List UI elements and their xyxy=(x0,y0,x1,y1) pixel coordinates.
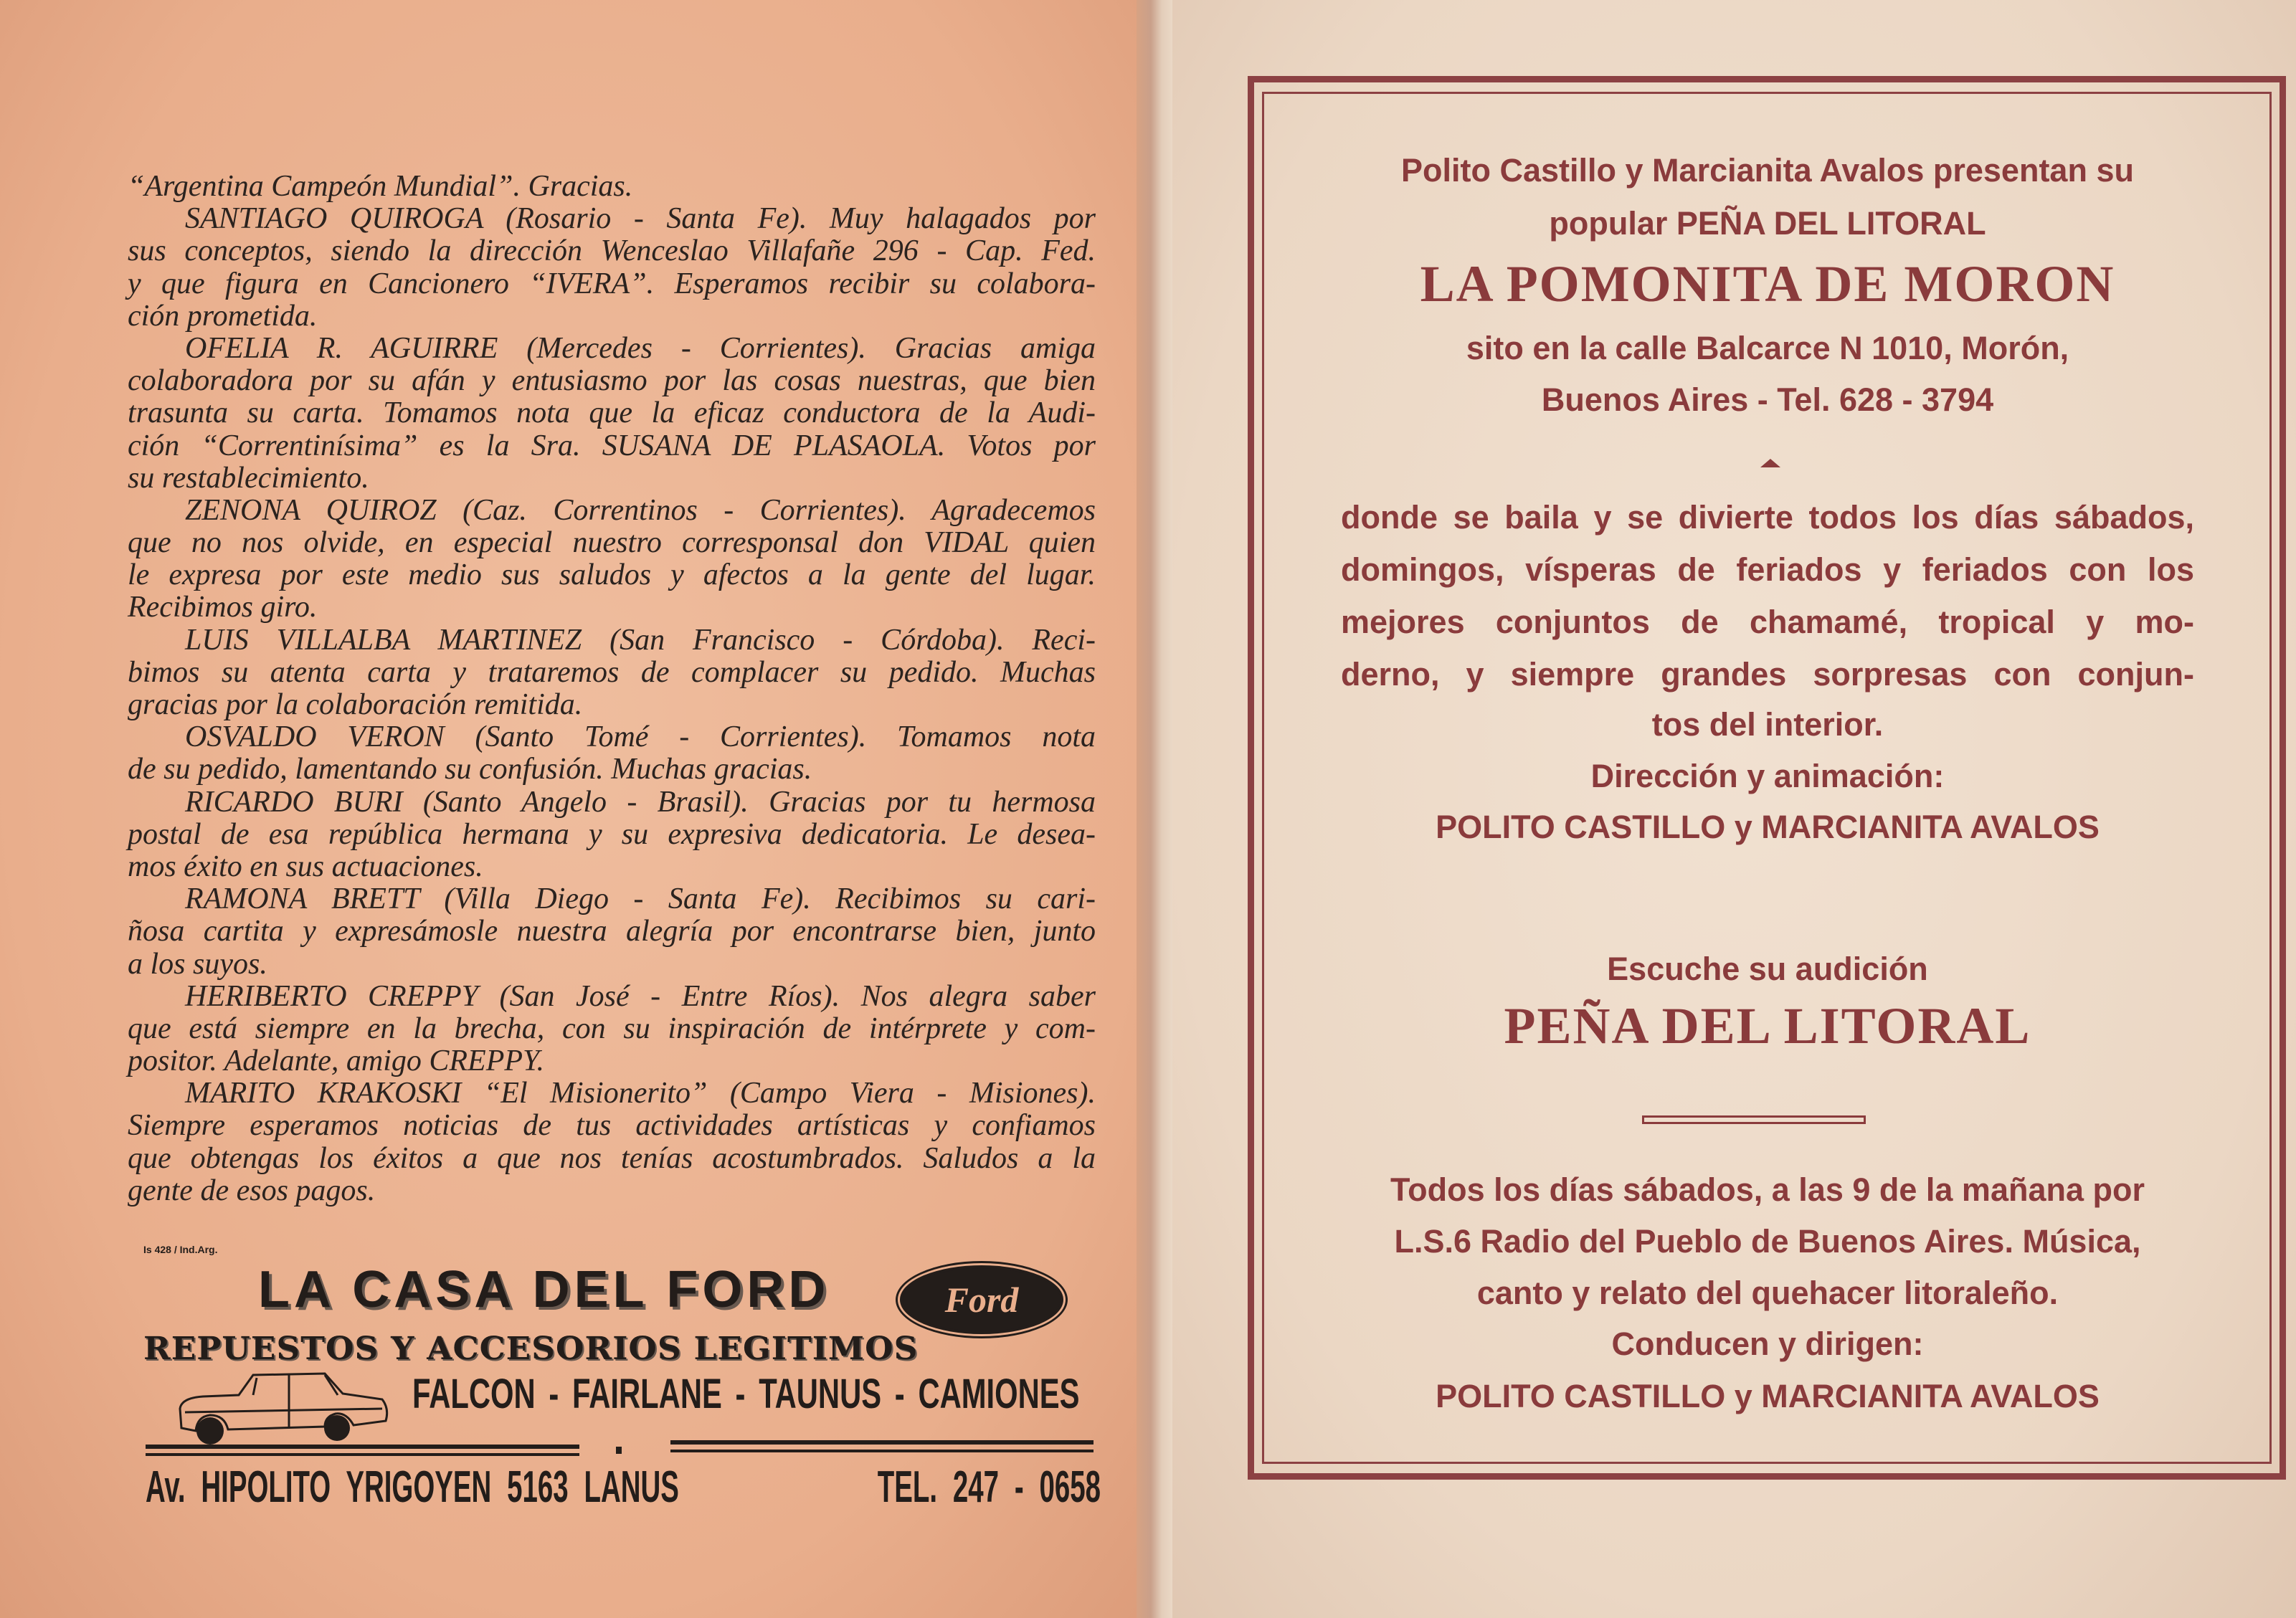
letter-text-line: gente de esos pagos. xyxy=(128,1174,376,1207)
ad-rule xyxy=(670,1450,1094,1452)
radio-intro: Escuche su audición xyxy=(1607,951,1928,987)
ad-rule xyxy=(146,1445,579,1449)
letter-text-line: ñosa cartita y expresámosle nuestra alegría por encontrarse bien, junto xyxy=(128,915,1096,948)
direction-label: Dirección y animación: xyxy=(1590,758,1945,794)
car-illustration xyxy=(174,1369,389,1448)
direction-names: POLITO CASTILLO y MARCIANITA AVALOS xyxy=(1436,809,2100,845)
letter-text-line: su restablecimiento. xyxy=(128,461,369,495)
letter-text-line: que obtengas los éxitos a que nos tenías acostumbrados. Saludos a la xyxy=(128,1141,1096,1175)
ad-rule xyxy=(146,1453,579,1456)
ad-address: Av. HIPOLITO YRIGOYEN 5163 LANUS xyxy=(146,1462,679,1512)
letter-text-line: a los suyos. xyxy=(128,947,267,981)
radio-line: canto y relato del quehacer litoraleño. xyxy=(1476,1275,2059,1311)
body-line: donde se baila y se divierte todos los días sábados, xyxy=(1341,499,2194,536)
model-camiones: CAMIONES xyxy=(918,1371,1080,1417)
letter-text-line: de su pedido, lamentando su confusión. Muchas gracias. xyxy=(128,753,812,786)
letter-text-line: Recibimos giro. xyxy=(128,591,318,624)
ford-logo-text: Ford xyxy=(944,1280,1019,1320)
ornament-icon xyxy=(1760,459,1780,467)
model-separator: - xyxy=(894,1371,905,1417)
letter-text-line: ZENONA QUIROZ (Caz. Correntinos - Corrientes). Agradecemos xyxy=(185,493,1096,527)
ad-code: Is 428 / Ind.Arg. xyxy=(143,1244,218,1255)
letter-text-line: ción “Correntinísima” es la Sra. SUSANA DE PLASAOLA. Votos por xyxy=(128,429,1096,462)
body-line: tos del interior. xyxy=(1651,706,1884,743)
ford-logo xyxy=(900,1265,1063,1334)
model-fairlane: FAIRLANE xyxy=(572,1371,722,1417)
venue-title: LA POMONITA DE MORON xyxy=(1420,255,2115,313)
letter-text-line: positor. Adelante, amigo CREPPY. xyxy=(128,1044,545,1078)
letter-text-line: Siempre esperamos noticias de tus actividades artísticas y confiamos xyxy=(128,1109,1096,1143)
hosts-label: Conducen y dirigen: xyxy=(1611,1326,1924,1362)
letter-text-line: postal de esa república hermana y su expresiva dedicatoria. Le desea- xyxy=(128,817,1096,851)
letter-text-line: bimos su atenta carta y trataremos de complacer su pedido. Muchas xyxy=(128,655,1096,689)
body-line: derno, y siempre grandes sorpresas con conjun- xyxy=(1341,656,2194,693)
ad-rule xyxy=(670,1440,1094,1445)
letter-text-line: le expresa por este medio sus saludos y afectos a la gente del lugar. xyxy=(128,558,1096,592)
body-line: mejores conjuntos de chamamé, tropical y mo- xyxy=(1341,604,2194,640)
ad-subtitle: REPUESTOS Y ACCESORIOS LEGITIMOS xyxy=(143,1331,919,1367)
letter-text-line: MARITO KRAKOSKI “El Misionerito” (Campo Viera - Misiones). xyxy=(185,1077,1096,1110)
decorative-rule xyxy=(1642,1115,1866,1124)
letter-text-line: ción prometida. xyxy=(128,299,318,333)
letter-text-line: OFELIA R. AGUIRRE (Mercedes - Corrientes). Gracias amiga xyxy=(185,331,1096,365)
letter-text-line: que no nos olvide, en especial nuestro corresponsal don VIDAL quien xyxy=(128,526,1096,560)
letter-text-line: RICARDO BURI (Santo Angelo - Brasil). Gracias por tu hermosa xyxy=(185,785,1096,819)
model-falcon: FALCON xyxy=(412,1371,536,1417)
letter-text-line: gracias por la colaboración remitida. xyxy=(128,688,583,721)
letter-text-line: sus conceptos, siendo la dirección Wenceslao Villafañe 296 - Cap. Fed. xyxy=(128,234,1096,268)
letter-text-line: HERIBERTO CREPPY (San José - Entre Ríos). Nos alegra saber xyxy=(185,979,1096,1013)
letter-text-line: “Argentina Campeón Mundial”. Gracias. xyxy=(128,170,633,203)
radio-line: L.S.6 Radio del Pueblo de Buenos Aires. Música, xyxy=(1394,1223,2141,1260)
letter-text-line: SANTIAGO QUIROGA (Rosario - Santa Fe). Muy halagados por xyxy=(185,202,1096,236)
venue-phone: Buenos Aires - Tel. 628 - 3794 xyxy=(1541,381,1994,418)
letter-text-line: colaboradora por su afán y entusiasmo por las cosas nuestras, que bien xyxy=(128,364,1096,398)
body-line: domingos, vísperas de feriados y feriados con los xyxy=(1341,551,2194,588)
venue-address: sito en la calle Balcarce N 1010, Morón, xyxy=(1466,330,2069,366)
letter-text-line: RAMONA BRETT (Villa Diego - Santa Fe). Recibimos su cari- xyxy=(185,882,1096,916)
ad-rule-dot xyxy=(616,1447,622,1454)
letter-text-line: que está siempre en la brecha, con su inspiración de intérprete y com- xyxy=(128,1012,1096,1045)
ad-phone: TEL. 247 - 0658 xyxy=(877,1462,1101,1512)
model-separator: - xyxy=(735,1371,746,1417)
model-taunus: TAUNUS xyxy=(759,1371,882,1417)
model-separator: - xyxy=(549,1371,559,1417)
radio-title: PEÑA DEL LITORAL xyxy=(1504,997,2031,1055)
ford-advertisement xyxy=(140,1244,1101,1516)
letter-text-line: mos éxito en sus actuaciones. xyxy=(128,850,483,883)
radio-line: Todos los días sábados, a las 9 de la mañana por xyxy=(1390,1171,2145,1208)
intro-line-2: popular PEÑA DEL LITORAL xyxy=(1549,205,1986,242)
intro-line-1: Polito Castillo y Marcianita Avalos presentan su xyxy=(1401,152,2134,189)
letter-text-line: LUIS VILLALBA MARTINEZ (San Francisco - Córdoba). Reci- xyxy=(185,623,1096,657)
letter-text-line: OSVALDO VERON (Santo Tomé - Corrientes). Tomamos nota xyxy=(185,720,1096,754)
letter-text-line: y que figura en Cancionero “IVERA”. Esperamos recibir su colabora- xyxy=(128,267,1096,300)
hosts-names: POLITO CASTILLO y MARCIANITA AVALOS xyxy=(1436,1378,2100,1414)
letters-column xyxy=(128,171,1096,1207)
ad-title: LA CASA DEL FORD xyxy=(258,1261,830,1318)
book-spine xyxy=(1137,0,1172,1618)
ad-models xyxy=(412,1371,1079,1417)
letter-text-line: trasunta su carta. Tomamos nota que la eficaz conductora de la Audi- xyxy=(128,396,1096,430)
